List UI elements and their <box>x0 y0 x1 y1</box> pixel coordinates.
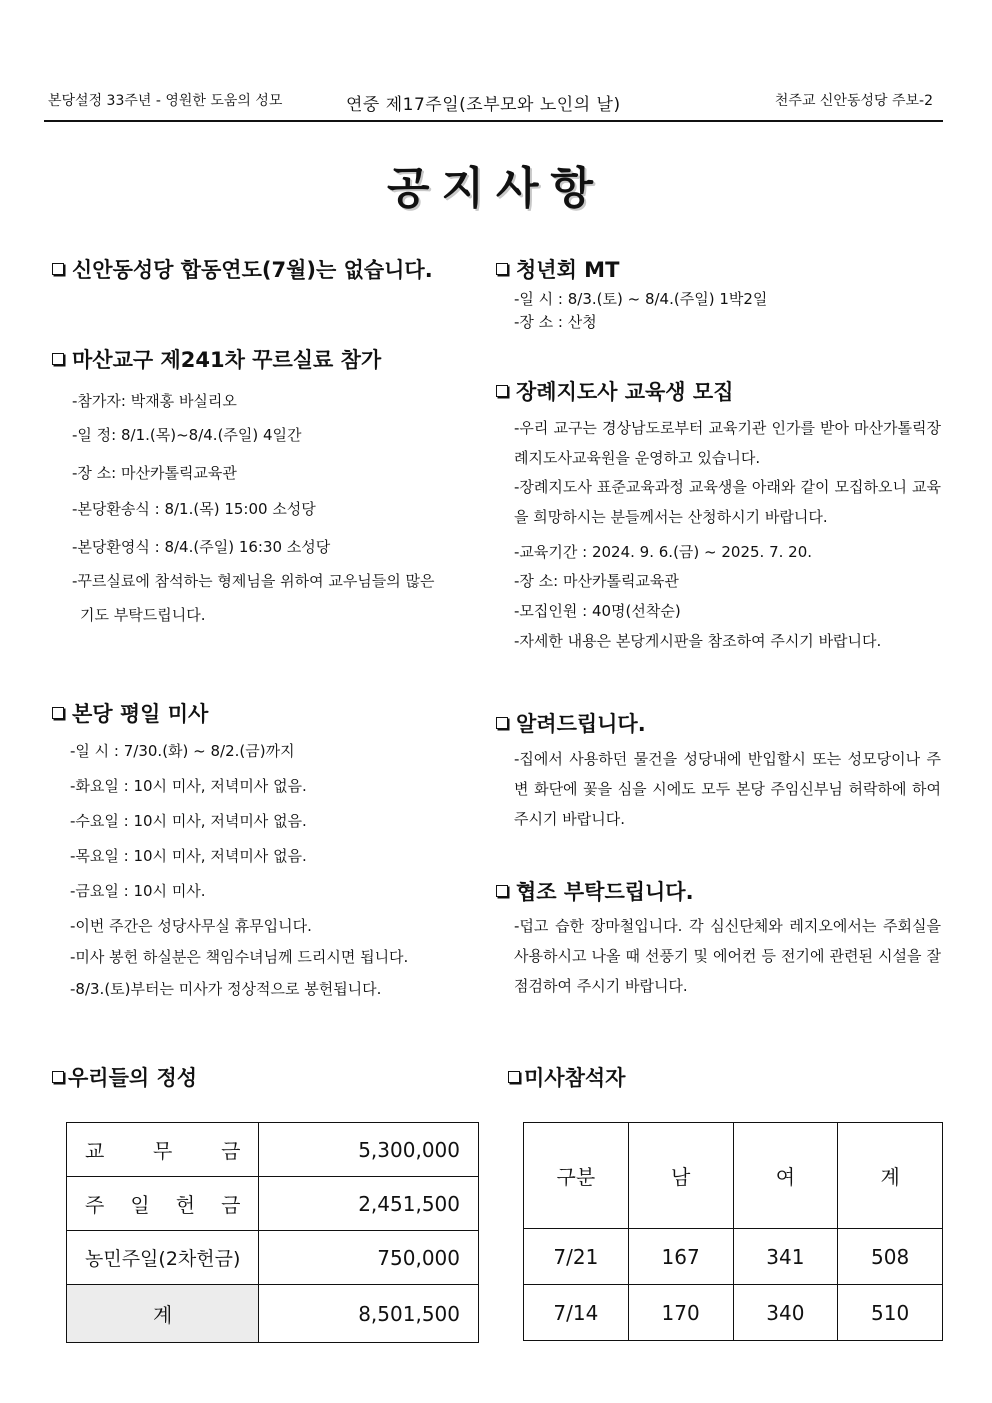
cursillo-line: -일 정: 8/1.(목)~8/4.(주일) 4일간 <box>72 426 302 444</box>
table-row <box>524 1229 943 1285</box>
offering-label: 계 <box>153 1303 173 1327</box>
cursillo-line: -참가자: 박재홍 바실리오 <box>72 392 237 410</box>
section-notice-heading <box>496 708 646 738</box>
header-center-text: 연중 제17주일(조부모와 노인의 날) <box>346 95 621 115</box>
attendance-header-cell: 계 <box>838 1123 943 1229</box>
section-youth-mt-heading <box>496 254 619 284</box>
attendance-cell: 7/14 <box>524 1285 629 1341</box>
funeral-director-paragraph: -우리 교구는 경상남도로부터 교육기관 인가를 받아 마산가톨릭장례지도사교육원을 운영하고 있습니다. <box>514 419 941 467</box>
offering-label: 교 무 금 <box>85 1139 241 1163</box>
header-right-text: 천주교 신안동성당 주보-2 <box>774 93 933 109</box>
cursillo-line: -본당환영식 : 8/4.(주일) 16:30 소성당 <box>72 538 331 556</box>
cooperation-paragraph: -덥고 습한 장마철입니다. 각 심신단체와 레지오에서는 주회실을 사용하시고 나올 때 선풍기 및 에어컨 등 전기에 관련된 시설을 잘 점검하여 주시기 바랍니다. <box>514 917 941 995</box>
offering-label-cell <box>67 1123 259 1177</box>
checkbox-bullet-icon <box>52 707 64 719</box>
offering-amount: 8,501,500 <box>259 1285 479 1343</box>
table-row <box>67 1231 479 1285</box>
checkbox-bullet-icon <box>52 1071 64 1083</box>
weekday-mass-line: -미사 봉헌 하실분은 책임수녀님께 드리시면 됩니다. <box>70 948 409 966</box>
funeral-director-line: -자세한 내용은 본당게시판을 참조하여 주시기 바랍니다. <box>514 632 882 650</box>
checkbox-bullet-icon <box>52 353 64 365</box>
funeral-director-line: -교육기간 : 2024. 9. 6.(금) ~ 2025. 7. 20. <box>514 543 813 561</box>
weekday-mass-line: -금요일 : 10시 미사. <box>70 882 206 900</box>
checkbox-bullet-icon <box>496 263 508 275</box>
section-heading-text: 청년회 MT <box>516 258 620 282</box>
bulletin-header <box>44 86 943 122</box>
section-heading-text: 본당 평일 미사 <box>72 702 209 726</box>
attendance-heading <box>508 1062 625 1092</box>
section-weekday-mass-heading <box>52 698 208 728</box>
checkbox-bullet-icon <box>508 1071 520 1083</box>
attendance-cell: 340 <box>733 1285 838 1341</box>
checkbox-bullet-icon <box>52 263 64 275</box>
table-row <box>524 1285 943 1341</box>
offering-amount: 750,000 <box>259 1231 479 1285</box>
weekday-mass-line: -8/3.(토)부터는 미사가 정상적으로 봉헌됩니다. <box>70 980 382 998</box>
page-title: 공지사항 <box>386 163 605 214</box>
header-left-text: 본당설정 33주년 - 영원한 도움의 성모 <box>48 93 283 109</box>
section-funeral-director-heading <box>496 376 733 406</box>
attendance-cell: 170 <box>628 1285 733 1341</box>
section-heading-text: 신안동성당 합동연도(7월)는 없습니다. <box>72 258 433 282</box>
funeral-director-line: -장 소: 마산카톨릭교육관 <box>514 572 679 590</box>
weekday-mass-line: -일 시 : 7/30.(화) ~ 8/2.(금)까지 <box>70 742 295 760</box>
table-header-row <box>524 1123 943 1229</box>
offering-label-cell <box>67 1231 259 1285</box>
attendance-table <box>523 1122 943 1341</box>
section-joint-prayer-heading <box>52 254 433 284</box>
section-heading-text: 알려드립니다. <box>516 712 646 736</box>
offering-amount: 5,300,000 <box>259 1123 479 1177</box>
attendance-cell: 167 <box>628 1229 733 1285</box>
youth-mt-line: -장 소 : 산청 <box>514 313 597 331</box>
offering-label: 주 일 헌 금 <box>85 1193 241 1217</box>
section-heading-text: 협조 부탁드립니다. <box>516 880 694 904</box>
table-row <box>67 1123 479 1177</box>
offering-amount: 2,451,500 <box>259 1177 479 1231</box>
funeral-director-paragraph: -장례지도사 표준교육과정 교육생을 아래와 같이 모집하오니 교육을 희망하시는 분들께서는 산청하시기 바랍니다. <box>514 478 941 526</box>
attendance-cell: 508 <box>838 1229 943 1285</box>
section-heading-text: 미사참석자 <box>524 1066 626 1090</box>
section-heading-text: 우리들의 정성 <box>68 1066 198 1090</box>
weekday-mass-line: -목요일 : 10시 미사, 저녁미사 없음. <box>70 847 307 865</box>
attendance-cell: 510 <box>838 1285 943 1341</box>
cursillo-line: -꾸르실료에 참석하는 형제님을 위하여 교우님들의 많은 <box>72 572 435 590</box>
section-cursillo-heading <box>52 344 381 374</box>
section-heading-text: 마산교구 제241차 꾸르실료 참가 <box>72 348 382 372</box>
attendance-header-cell: 남 <box>628 1123 733 1229</box>
youth-mt-line: -일 시 : 8/3.(토) ~ 8/4.(주일) 1박2일 <box>514 290 768 308</box>
cursillo-line: 기도 부탁드립니다. <box>80 606 206 624</box>
offering-table <box>66 1122 479 1343</box>
offering-label-cell <box>67 1285 259 1343</box>
notice-paragraph: -집에서 사용하던 물건을 성당내에 반입할시 또는 성모당이나 주변 화단에 꽃을 심을 시에도 모두 본당 주임신부님 허락하에 하여 주시기 바랍니다. <box>514 750 941 828</box>
table-row <box>67 1285 479 1343</box>
weekday-mass-line: -이번 주간은 성당사무실 휴무입니다. <box>70 917 312 935</box>
weekday-mass-line: -화요일 : 10시 미사, 저녁미사 없음. <box>70 777 307 795</box>
checkbox-bullet-icon <box>496 717 508 729</box>
attendance-cell: 7/21 <box>524 1229 629 1285</box>
attendance-cell: 341 <box>733 1229 838 1285</box>
attendance-header-cell: 구분 <box>524 1123 629 1229</box>
checkbox-bullet-icon <box>496 385 508 397</box>
funeral-director-line: -모집인원 : 40명(선착순) <box>514 602 681 620</box>
table-row <box>67 1177 479 1231</box>
offering-label: 농민주일(2차헌금) <box>85 1248 241 1270</box>
checkbox-bullet-icon <box>496 885 508 897</box>
offering-heading <box>52 1062 197 1092</box>
cursillo-line: -장 소: 마산카톨릭교육관 <box>72 464 237 482</box>
section-cooperation-heading <box>496 876 694 906</box>
offering-label-cell <box>67 1177 259 1231</box>
section-heading-text: 장례지도사 교육생 모집 <box>516 380 734 404</box>
attendance-header-cell: 여 <box>733 1123 838 1229</box>
cursillo-line: -본당환송식 : 8/1.(목) 15:00 소성당 <box>72 500 316 518</box>
weekday-mass-line: -수요일 : 10시 미사, 저녁미사 없음. <box>70 812 307 830</box>
